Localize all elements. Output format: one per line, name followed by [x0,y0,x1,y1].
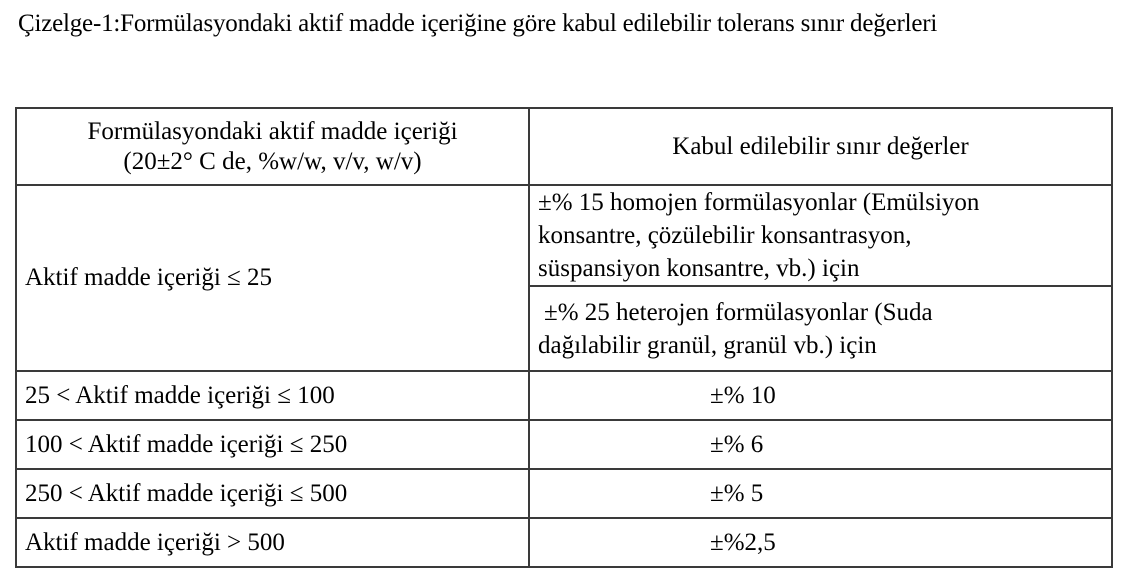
homogeneous-line1: ±% 15 homojen formülasyonlar (Emülsiyon [538,189,980,216]
row-label: Aktif madde içeriği > 500 [16,518,529,567]
table-row [16,420,1112,469]
heterogeneous-line1: ±% 25 heterojen formülasyonlar (Suda [544,298,933,326]
table-caption: Çizelge-1:Formülasyondaki aktif madde içeriğine göre kabul edilebilir tolerans sınır değerleri [18,10,938,37]
header-active-content-line1: Formülasyondaki aktif madde içeriği [87,117,458,145]
row-label: 100 < Aktif madde içeriği ≤ 250 [16,420,529,469]
table-row [16,518,1112,567]
heterogeneous-line2: dağılabilir granül, granül vb.) için [538,331,877,359]
header-active-content [16,108,529,185]
table-header-row [16,108,1112,185]
header-active-content-line2: (20±2° C de, %w/w, v/v, w/v) [123,147,422,175]
table-row [16,371,1112,420]
row-value-heterogeneous [529,286,1112,371]
homogeneous-line3: süspansiyon konsantre, vb.) için [538,255,860,282]
tolerance-table [15,107,1113,568]
header-acceptable-limits: Kabul edilebilir sınır değerler [529,108,1112,185]
homogeneous-line2: konsantre, çözülebilir konsantrasyon, [538,222,912,249]
row-value-homogeneous [529,185,1112,286]
table-row [16,185,1112,286]
row-value: ±% 6 [529,420,1112,469]
table-row [16,469,1112,518]
row-label: 25 < Aktif madde içeriği ≤ 100 [16,371,529,420]
row-label: 250 < Aktif madde içeriği ≤ 500 [16,469,529,518]
row-value: ±% 5 [529,469,1112,518]
row-label: Aktif madde içeriği ≤ 25 [16,185,529,371]
row-value: ±%2,5 [529,518,1112,567]
row-value: ±% 10 [529,371,1112,420]
